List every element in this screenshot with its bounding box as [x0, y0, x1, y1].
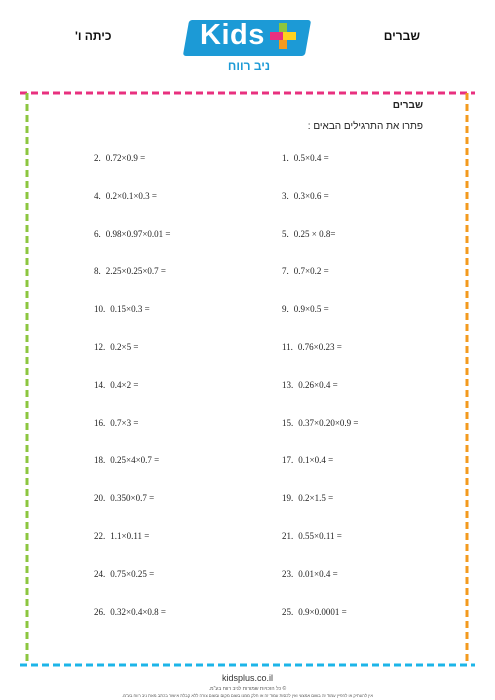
problem-expression: 0.55×0.11 =: [298, 531, 342, 541]
problem-number: 15.: [282, 417, 294, 428]
subject-label: שברים: [383, 29, 420, 43]
problem-item: [94, 304, 150, 314]
problem-item: [94, 380, 138, 390]
problem-expression: 0.98×0.97×0.01 =: [105, 228, 171, 239]
problem-number: 16.: [94, 417, 106, 428]
problem-item: [282, 229, 335, 239]
problem-number: 7.: [282, 266, 289, 277]
problem-item: [94, 229, 170, 239]
problem-number: 4.: [94, 190, 101, 201]
problem-expression: 0.32×0.4×0.8 =: [110, 606, 166, 617]
problem-expression: 0.4×2 =: [110, 379, 139, 390]
problem-expression: 0.25 × 0.8=: [293, 228, 336, 239]
problem-item: [282, 569, 338, 579]
problem-item: [94, 266, 166, 276]
problem-expression: 1.1×0.11 =: [110, 531, 150, 541]
problem-expression: 0.3×0.6 =: [293, 190, 329, 201]
problem-number: 24.: [94, 568, 106, 579]
problem-item: [94, 531, 149, 541]
problem-item: [94, 455, 159, 465]
problem-expression: 0.9×0.0001 =: [298, 606, 347, 617]
problem-expression: 0.2×0.1×0.3 =: [105, 190, 157, 201]
problem-expression: 0.350×0.7 =: [110, 493, 155, 504]
worksheet-instructions: פתרו את התרגילים הבאים :: [307, 121, 423, 132]
problem-number: 22.: [94, 531, 106, 541]
problem-item: [282, 191, 329, 201]
logo-subtitle: ניב רווח: [227, 59, 271, 73]
problem-expression: 0.75×0.25 =: [110, 568, 155, 579]
problem-item: [282, 493, 333, 503]
problem-number: 11.: [282, 342, 293, 352]
problem-expression: 2.25×0.25×0.7 =: [105, 266, 166, 277]
problem-item: [282, 304, 329, 314]
problem-expression: 0.2×1.5 =: [298, 493, 334, 504]
problem-number: 9.: [282, 304, 289, 315]
problem-number: 6.: [94, 228, 101, 239]
problem-item: [94, 493, 154, 503]
problem-expression: 0.15×0.3 =: [110, 304, 150, 315]
problem-number: 20.: [94, 493, 106, 504]
problem-expression: 0.72×0.9 =: [105, 153, 146, 163]
problem-expression: 0.26×0.4 =: [298, 379, 338, 390]
problem-item: [282, 266, 329, 276]
problem-item: [94, 607, 166, 617]
problem-number: 1.: [282, 153, 289, 163]
problem-number: 21.: [282, 531, 294, 541]
problem-number: 13.: [282, 379, 294, 390]
problem-item: [94, 191, 157, 201]
grade-label: כיתה ו': [75, 29, 112, 43]
problem-item: [282, 455, 333, 465]
problem-number: 12.: [94, 342, 106, 352]
footer-url: kidsplus.co.il: [221, 673, 274, 683]
problem-expression: 0.01×0.4 =: [298, 568, 338, 579]
problem-number: 14.: [94, 379, 106, 390]
problem-expression: 0.5×0.4 =: [293, 153, 329, 163]
logo-word: Kids: [200, 19, 265, 51]
worksheet-title: שברים: [392, 100, 423, 111]
problem-number: 19.: [282, 493, 294, 504]
problem-item: [282, 380, 338, 390]
problem-item: [282, 607, 347, 617]
problem-expression: 0.76×0.23 =: [297, 342, 342, 352]
problem-number: 10.: [94, 304, 106, 315]
problem-number: 25.: [282, 606, 294, 617]
problem-item: [94, 342, 138, 352]
problem-item: [282, 342, 342, 352]
problem-expression: 0.25×4×0.7 =: [110, 455, 160, 466]
problem-number: 8.: [94, 266, 101, 277]
problem-item: [282, 531, 342, 541]
problem-expression: 0.7×3 =: [110, 417, 139, 428]
problem-expression: 0.1×0.4 =: [298, 455, 334, 466]
footer-copyright: © כל הזכויות שמורות לניב רווח בע"מ.: [208, 686, 287, 692]
problem-number: 18.: [94, 455, 106, 466]
problem-item: [282, 418, 358, 428]
problem-item: [282, 153, 329, 163]
problem-number: 23.: [282, 568, 294, 579]
problem-expression: 0.7×0.2 =: [293, 266, 329, 277]
problem-item: [94, 569, 154, 579]
problem-number: 3.: [282, 190, 289, 201]
problem-expression: 0.2×5 =: [110, 342, 139, 352]
problem-number: 17.: [282, 455, 294, 466]
problem-item: [94, 153, 145, 163]
problem-expression: 0.9×0.5 =: [293, 304, 329, 315]
problem-number: 26.: [94, 606, 106, 617]
footer-note: אין להעתיק או להפיץ עמוד זה בשום אמצעי ואין לכסות עמוד זה או חלק ממנו בשום מקום ובשום צורה ללא קבלת אישור בכתב מאת ניב רווח בע"מ.: [121, 693, 374, 698]
problem-number: 5.: [282, 228, 289, 239]
problem-number: 2.: [94, 153, 101, 163]
problem-item: [94, 418, 138, 428]
problem-expression: 0.37×0.20×0.9 =: [298, 417, 359, 428]
